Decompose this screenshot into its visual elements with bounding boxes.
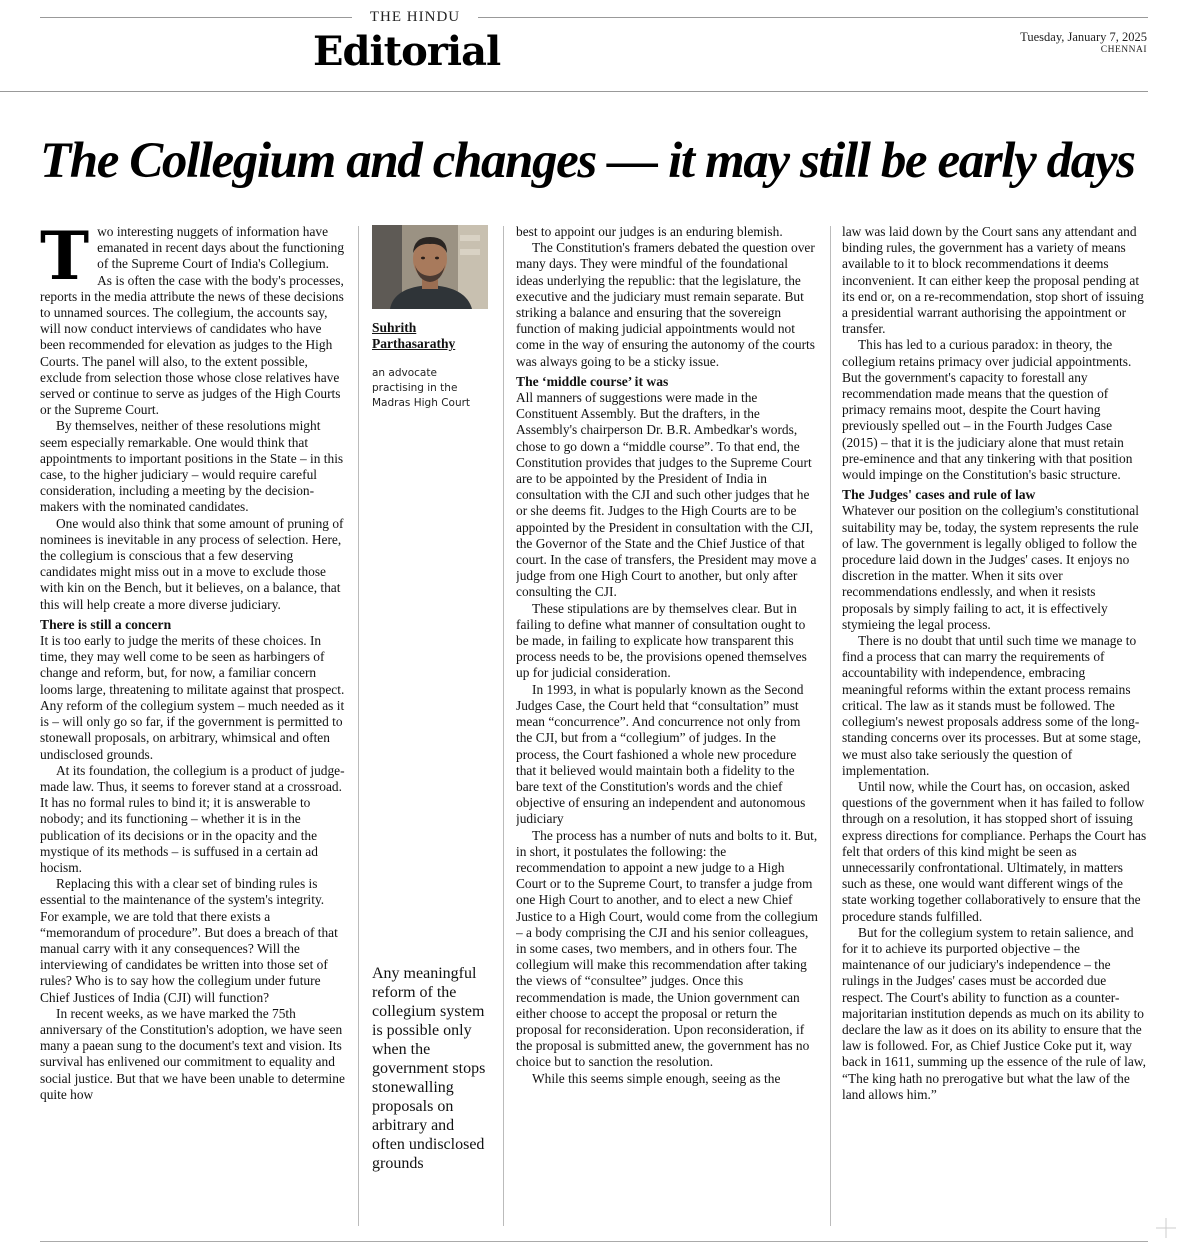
article-paragraph: Two interesting nuggets of information have emanated in recent days about the functioning of the Supreme Court of India's Collegium. As is often the case with the body's processes, reports in the media attribute the news of these decisions to unnamed sources. The collegium, the accounts say, will now conduct interviews of candidates who have been recommended for elevation as judges to the High Courts. The panel will also, to the extent possible, exclude from selection those whose close relatives have served or continue to serve as judges of the High Courts or the Supreme Court. <box>40 224 345 418</box>
masthead-rule-left <box>40 17 352 18</box>
article-column-2 <box>516 224 818 1229</box>
article-paragraph: At its foundation, the collegium is a product of judge-made law. Thus, it seems to forever stand at a crossroad. It has no formal rules to bind it; it is answerable to nobody; and its functioning – whether it is in the publication of its decisions or in the opacity and the mystique of its methods – is suffused in a certain ad hocism. <box>40 762 345 875</box>
article-paragraph: In 1993, in what is popularly known as the Second Judges Case, the Court held that “consultation” must mean “concurrence”. And concurrence not only from the CJI, but from a “collegium” of judges. In the process, the Court fashioned a whole new procedure that it believed would maintain both a fidelity to the bare text of the Constitution's words and the chief objective of ensuring an independent and autonomous judiciary <box>516 681 806 827</box>
article-paragraph: All manners of suggestions were made in the Constituent Assembly. But the drafters, in the Assembly's chairperson Dr. B.R. Ambedkar's words, chose to go down a “middle course”. To that end, the Constitution provides that judges to the Supreme Court are to be appointed by the President of India in consultation with the CJI and such other judges that he or she deems fit. Judges to the High Courts are to be appointed by the President in consultation with the CJI, the Governor of the State and the Chief Justice of that court. In the case of transfers, the President may move a judge from one High Court to another, but only after consulting the CJI. <box>516 390 817 600</box>
author-bio: an advocate practising in the Madras High Court <box>372 367 471 409</box>
article-paragraph: One would also think that some amount of pruning of nominees is inevitable in any process of selection. Here, the collegium is conscious that a few deserving candidates might miss out in a move to exclude those with kin on the Bench, but it believes, on a balance, that this will help create a more diverse judiciary. <box>40 515 344 612</box>
header-divider <box>0 91 1148 92</box>
section-title: Editorial <box>313 28 501 75</box>
paper-name: THE HINDU <box>369 9 461 25</box>
footer-divider <box>40 1241 1148 1242</box>
subheading: The ‘middle course’ it was <box>516 373 669 389</box>
column-divider <box>358 226 359 1226</box>
subheading: The Judges' cases and rule of law <box>842 487 1036 503</box>
article-paragraph: By themselves, neither of these resolutions might seem especially remarkable. One would think that appointments to important positions in the State – in this case, to the higher judiciary – would require careful consideration, including a meeting by the decision-makers with the nominated candidates. <box>40 418 344 515</box>
author-portrait-image <box>372 225 488 309</box>
column-divider <box>503 226 504 1226</box>
edition-city: CHENNAI <box>1100 45 1147 55</box>
column-divider <box>830 226 831 1226</box>
author-photo <box>372 225 488 309</box>
article-paragraph: These stipulations are by themselves clear. But in failing to define what manner of consultation ought to be made, in failing to explicate how transparent this process needs to be, the provisions opened themselves up for judicial consideration. <box>516 600 807 681</box>
pull-quote: Any meaningful reform of the collegium system is possible only when the government stops stonewalling proposals on arbitrary and often undisclosed grounds <box>372 965 486 1172</box>
article-paragraph: Replacing this with a clear set of binding rules is essential to the maintenance of the system's integrity. For example, we are told that there exists a “memorandum of procedure”. But does a breach of that manual carry with it any consequences? Will the interviewing of candidates be written into those set of rules? Who is to say how the collegium under future Chief Justices of India (CJI) will function? <box>40 876 338 1005</box>
article-paragraph: In recent weeks, as we have marked the 75th anniversary of the Constitution's adoption, we have seen many a paean sung to the document's text and vision. Its survival has enlivened our commitment to equality and social justice. But that we have been unable to determine quite how <box>40 1005 345 1102</box>
article-column-3 <box>842 224 1148 1229</box>
masthead-rule-right <box>478 17 1148 18</box>
article-paragraph: It is too early to judge the merits of these choices. In time, they may well come to be seen as harbingers of change and reform, but, for now, a familiar concern looms large, threatening to militate against that prospect. Any reform of the collegium system – much needed as it is – will only go so far, if the government is permitted to stonewall proposals, on arbitrary, whimsical and often undisclosed grounds. <box>40 633 345 762</box>
article-paragraph: The Constitution's framers debated the question over many days. They were mindful of the foundational ideas underlying the republic: that the legislature, the executive and the judiciary must remain separate. But striking a balance and ensuring that the sovereign function of making judicial appointments would not come in the way of ensuring the autonomy of the courts was always going to be a sticky issue. <box>516 240 815 369</box>
article-paragraph: While this seems simple enough, seeing as the <box>532 1070 781 1086</box>
article-paragraph: But for the collegium system to retain salience, and for it to achieve its purported objective – the maintenance of our judiciary's independence – the rulings in the Judges' cases must be accorded due respect. The Court's ability to function as a counter-majoritarian institution depends as much on its ability to declare the law as it does on its ability to ensure that the law is followed. For, as Chief Justice Coke put it, way back in 1611, summing up the essence of the rule of law, “The king hath no prerogative but what the law of the land allows him.” <box>842 924 1146 1102</box>
subheading: There is still a concern <box>40 616 172 632</box>
article-headline: The Collegium and changes — it may still be early days <box>40 133 1135 189</box>
article-paragraph: There is no doubt that until such time we manage to find a process that can marry the requirements of accountability with independence, embracing meaningful reforms within the extant process remains critical. The law as it stands must be followed. The collegium's newest proposals address some of the long-standing concerns over its processes. But at some stage, we must also take seriously the question of implementation. <box>842 633 1141 778</box>
drop-cap: T <box>40 224 90 295</box>
article-paragraph: best to appoint our judges is an enduring blemish. <box>516 224 783 239</box>
article-paragraph: This has led to a curious paradox: in theory, the collegium retains primacy over judicial appointments. But the government's capacity to forestall any recommendation made means that the question of primacy remains moot, despite the Court having previously spelled out – in the Fourth Judges Case (2015) – that it is the judiciary alone that must retain pre-eminence and that any tinkering with that position would impinge on the Constitution's basic structure. <box>842 337 1133 483</box>
crop-mark-icon <box>1156 1218 1176 1238</box>
article-paragraph: Until now, while the Court has, on occasion, asked questions of the government when it has failed to follow through on a resolution, it has stopped short of issuing express directions for compliance. Perhaps the Court has felt that orders of this kind might be seen as unnecessarily confrontational. Ultimately, in matters such as these, one would want different wings of the state working together collaboratively to ensure that the procedure stands fulfilled. <box>842 778 1147 924</box>
publication-date: Tuesday, January 7, 2025 <box>1020 30 1147 44</box>
author-name: Suhrith Parthasarathy <box>372 320 456 351</box>
article-paragraph: law was laid down by the Court sans any attendant and binding rules, the government has a variety of means available to it to block recommendations it deems inconvenient. It can either keep the proposal pending at its end or, on a re-recommendation, stop short of issuing a presidential warrant authorising the appointment or transfer. <box>842 224 1144 337</box>
article-paragraph: The process has a number of nuts and bolts to it. But, in short, it postulates the following: the recommendation to appoint a new judge to a High Court or to the Supreme Court, to transfer a judge from one High Court to another, and to elect a new Chief Justice to a High Court, would come from the collegium – a body comprising the CJI and his senior colleagues, in some cases, two members, and in others four. The collegium will make this recommendation after taking the views of “consultee” judges. Once this recommendation is made, the Union government can either choose to accept the proposal or return the proposal for reconsideration. Upon reconsideration, if the proposal is submitted anew, the government has no choice but to sanction the resolution. <box>516 827 818 1070</box>
article-paragraph: Whatever our position on the collegium's constitutional suitability may be, today, the system represents the rule of law. The government is legally obliged to follow the procedure laid down in the Judges' cases. It enjoys no discretion in the matter. When it sits over recommendations endlessly, and when it resists proposals by simply failing to act, it is effectively stymieing the legal process. <box>842 503 1139 632</box>
article-column-1 <box>40 224 346 1229</box>
